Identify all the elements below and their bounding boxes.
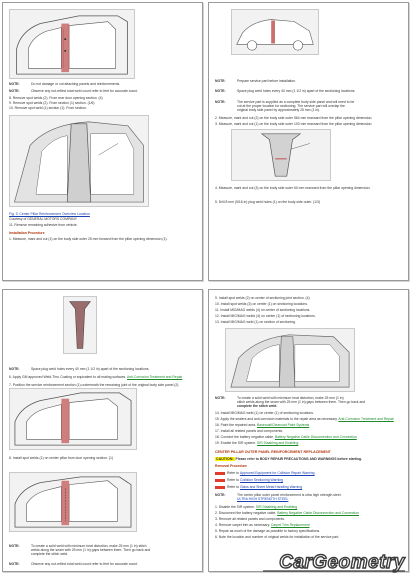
body-side-diagram-2 [9, 388, 137, 450]
step-text: 1. Disable the SIR system. SIR Disabling and Enabling [215, 505, 298, 509]
manual-page-4 [208, 289, 409, 572]
step-text: 15. Apply the sealers and anti-corrosion materials to the repair area as necessary. Anti-Corrosion Treatment and Repair [215, 417, 394, 421]
step-text: 5. Repair as much of the damage as possible to factory specifications. [215, 529, 321, 533]
note-2: NOTE: The center pillar outer panel reinforcement is ultra high strength steel. [215, 493, 342, 497]
note-1-continued: complete the stitch weld. [237, 404, 278, 408]
step-text: 19. Enable the SIR system. SIR Disabling and Enabling [215, 441, 299, 445]
anti-corrosion-link[interactable]: Anti-Corrosion Treatment and Repair [126, 375, 183, 379]
section-title: CENTER PILLAR OUTER PANEL REINFORCEMENT REPLACEMENT [215, 450, 331, 454]
warning-icon [215, 479, 225, 482]
note-3: NOTE: Observe any not-reflect total weld count refer to feet for accurate count. [9, 562, 139, 566]
battery-cable-link[interactable]: Battery Negative Cable Disconnection and Connection [274, 435, 357, 439]
manual-page-3 [2, 289, 203, 572]
step-text: 3. Measure, mark and cut (1) on the body side outer 100 mm rearward from the pillar opening dimension. [215, 122, 373, 126]
step-text: 6. Note the location and number of original welds for installation of the service part. [215, 535, 340, 539]
note-3: NOTE: The service part is supplied as a complete body side panel and will need to be [215, 100, 355, 104]
logo-svg [259, 551, 407, 573]
manual-page-1 [2, 2, 203, 281]
step-text: 13. Install MIG/MAG weld (1) on section of sectioning. [215, 320, 296, 324]
step-text: 1. Measure, mark and cut (1) on the body side outer 25 mm forward from the pillar opening dimension (1). [9, 237, 168, 241]
body-side-diagram-3 [9, 472, 137, 532]
step-text: 4. Measure, mark and cut (3) on the body side outer 60 mm rearward from the pillar opening dimension. [215, 186, 371, 190]
sectioning-warning-link[interactable]: Collision Sectioning Warning [240, 478, 284, 482]
warning-icon [215, 472, 225, 475]
equipment-warning-link[interactable]: Approved Equipment for Collision Repair Warning [239, 471, 315, 475]
step-text: 11. Install MIG/MAG welds (4) on center of sectioning locations. [215, 308, 311, 312]
removal-heading: Removal Procedure [215, 464, 247, 468]
note-1: NOTE: Prepare service part before installation. [215, 79, 296, 83]
note-1: NOTE: Space plug weld holes every 40 mm (1 1/2 in) apart of the sectioning locations. [9, 367, 150, 371]
warning-refer-row: Refer to Approved Equipment for Collision Repair Warning [215, 471, 315, 475]
battery-cable-link[interactable]: Battery Negative Cable Disconnection and Connection [277, 511, 360, 515]
step-text: 2. Measure, mark and cut (2) on the body side outer 564 mm rearward from the pillar opening dimension. [215, 116, 373, 120]
anti-corrosion-link[interactable]: Anti-Corrosion Treatment and Repair [338, 417, 394, 421]
center-pillar-svg [10, 116, 148, 206]
step-text: 18. Connect the battery negative cable. Battery Negative Cable Disconnection and Connection [215, 435, 357, 439]
note-1: NOTE: Do not damage or cut attaching panels and reinforcements. [9, 82, 121, 86]
vehicle-side-svg [232, 10, 318, 54]
reinforcement-part-svg [64, 297, 96, 353]
warning-icon [215, 486, 225, 489]
sir-link[interactable]: SIR Disabling and Enabling [255, 505, 298, 509]
step-text: 5. Drill 8 mm (5/16 in) plug weld holes (1) on the body side outer. (1/3) [215, 200, 320, 204]
note-2: NOTE: Observe any not-reflect total weld count refer to feet for accurate count. [9, 89, 139, 93]
pillar-section-diagram [231, 129, 331, 181]
reinforcement-part-diagram [63, 296, 97, 354]
step-text: 10. Install spot welds (3) on center (1) on sectioning locations. [215, 302, 308, 306]
note-2-continued: complete the stitch weld. [31, 552, 69, 556]
body-side-diagram-4 [225, 328, 355, 392]
warning-refer-row: Refer to Collision Sectioning Warning [215, 478, 283, 482]
cargeometry-logo [259, 551, 407, 573]
step-text: 9. Remove spot welds (2). From section (1) section. (1/6) [9, 101, 95, 105]
carpet-trim-link[interactable]: Carpet Trim Replacement [270, 523, 310, 527]
step-text: 6. Apply GM approved Weld-Thru Coating or equivalent to all mating surfaces. Anti-Corrosion Treatment and Repair [9, 375, 183, 379]
step-text: 9. Install spot welds (2) on center of sectioning joint section. (4) [215, 296, 310, 300]
body-side-svg-2 [10, 389, 136, 449]
caution-label: CAUTION: [216, 457, 234, 461]
pillar-section-svg [232, 130, 330, 180]
vehicle-side-diagram [231, 9, 319, 55]
note-2: NOTE: Space plug weld holes every 40 mm (1 1/2 in) apart of the sectioning locations. [215, 89, 356, 93]
logo-text: CarGeometry [279, 552, 405, 573]
body-side-svg-3 [10, 473, 136, 531]
note-1: NOTE: To create a solid weld with minimum heat distortion, make 25 mm (1 in) [215, 396, 344, 400]
step-text: 7. Position the service reinforcement section (1) underneath the remaining joint of the original body side panel (2). [9, 383, 180, 387]
step-text: 8. Install spot welds (1) on center pillar from door opening section. (1) [9, 456, 114, 460]
note-2-continued: welds along the seam with 25 mm (1 in) gaps between them. Then go back and [31, 548, 151, 552]
figure-title-link[interactable]: Fig. 3: Center Pillar Reinforcement Overview Location [9, 212, 90, 216]
uhss-link[interactable]: ULTRA HIGH STRENGTH STEEL [237, 497, 289, 501]
installation-heading: Installation Procedure [9, 231, 45, 235]
step-text: 2. Disconnect the battery negative cable. Battery Negative Cable Disconnection and Connection [215, 511, 360, 515]
step-text: 16. Paint the repaired area. Basecoat/Clearcoat Paint Systems [215, 423, 310, 427]
center-pillar-diagram [9, 115, 149, 207]
note-3-continued: cut at the proper location for sectioning. The service part will overlap the [237, 104, 345, 108]
step-text: 8. Remove spot welds (2). From rear door opening section. (4) [9, 96, 103, 100]
sir-link[interactable]: SIR Disabling and Enabling [257, 441, 299, 445]
caution-row [215, 457, 362, 461]
warning-refer-row: Refer to Glass and Sheet Metal Handling Warning [215, 485, 302, 489]
body-side-outline-svg [10, 10, 134, 78]
step-text: 4. Remove carpet trim as necessary. Carpet Trim Replacement [215, 523, 310, 527]
caution-text: Please refer to BODY REPAIR PRECAUTIONS AND WARNINGS before starting. [235, 457, 363, 461]
step-text: 14. Install MIG/MAG weld (1) on center (1) of sectioning locations. [215, 411, 314, 415]
body-side-svg-4 [226, 329, 354, 391]
step-text: 11. Remove remaining adhesive from vehicle. [9, 223, 78, 227]
step-text: 17. Install all related panels and components. [215, 429, 284, 433]
step-text: 12. Install MIG/MAG welds (4) on center (1) of sectioning locations. [215, 314, 316, 318]
note-2: NOTE: To create a solid weld with minimum heat distortion, make 25 mm (1 in) stitch [9, 544, 147, 548]
manual-page-2 [208, 2, 409, 281]
step-text: 3. Remove all related panels and components. [215, 517, 285, 521]
note-1-continued: stitch welds along the seam with 25 mm (1 in) gaps between them. Then go back and [237, 400, 366, 404]
glass-warning-link[interactable]: Glass and Sheet Metal Handling Warning [240, 485, 303, 489]
step-text: 10. Remove spot weld (1) section (1). From section. [9, 106, 87, 110]
paint-systems-link[interactable]: Basecoat/Clearcoat Paint Systems [257, 423, 310, 427]
courtesy-text: Courtesy of GENERAL MOTORS COMPANY [9, 217, 77, 221]
body-side-diagram-1 [9, 9, 135, 79]
note-3-continued: original body side panel by approximately 25 mm (1 in). [237, 108, 321, 112]
